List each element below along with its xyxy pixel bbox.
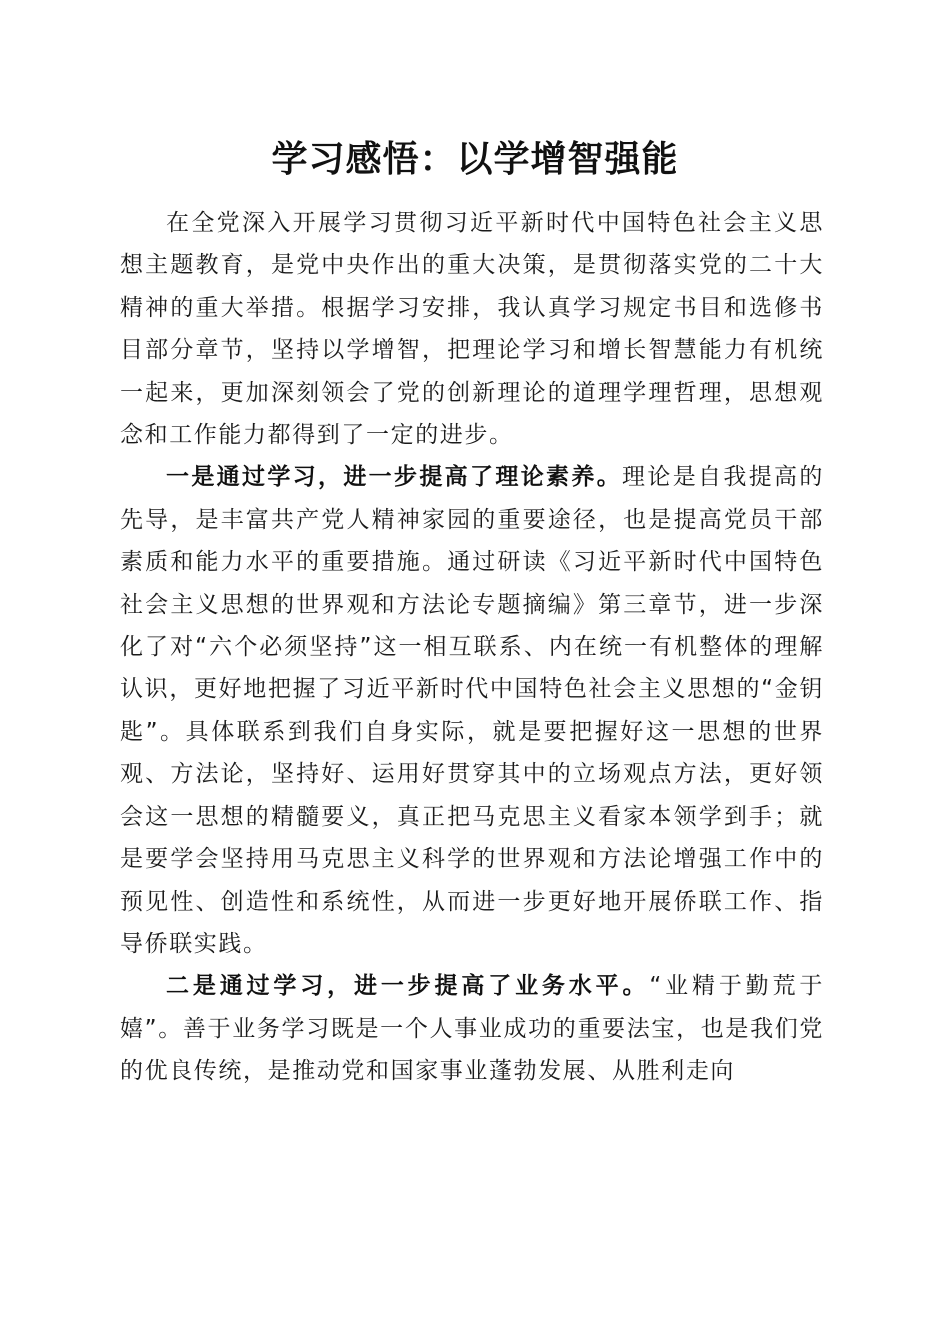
paragraph-text: “业精于勤荒于嬉”。善于业务学习既是一个人事业成功的重要法宝，也是我们党的优良传统，是推动党和国家事业蓬勃发展、从胜利走向	[120, 973, 824, 1085]
paragraph-lead: 二是通过学习，进一步提高了业务水平。	[166, 973, 650, 1000]
paragraph-intro	[120, 202, 824, 456]
paragraph-theory	[120, 456, 824, 965]
document-body	[120, 202, 824, 1093]
document-title: 学习感悟：以学增智强能	[271, 138, 679, 180]
paragraph-lead: 一是通过学习，进一步提高了理论素养。	[166, 464, 623, 491]
paragraph-text: 理论是自我提高的先导，是丰富共产党人精神家园的重要途径，也是提高党员干部素质和能力水平的重要措施。通过研读《习近平新时代中国特色社会主义思想的世界观和方法论专题摘编》第三章节，进一步深化了对“六个必须坚持”这一相互联系、内在统一有机整体的理解认识，更好地把握了习近平新时代中国特色社会主义思想的“金钥匙”。具体联系到我们自身实际，就是要把握好这一思想的世界观、方法论，坚持好、运用好贯穿其中的立场观点方法，更好领会这一思想的精髓要义，真正把马克思主义看家本领学到手；就是要学会坚持用马克思主义科学的世界观和方法论增强工作中的预见性、创造性和系统性，从而进一步更好地开展侨联工作、指导侨联实践。	[120, 464, 824, 957]
paragraph-text: 在全党深入开展学习贯彻习近平新时代中国特色社会主义思想主题教育，是党中央作出的重大决策，是贯彻落实党的二十大精神的重大举措。根据学习安排，我认真学习规定书目和选修书目部分章节，坚持以学增智，把理论学习和增长智慧能力有机统一起来，更加深刻领会了党的创新理论的道理学理哲理，思想观念和工作能力都得到了一定的进步。	[120, 210, 824, 449]
paragraph-business	[120, 965, 824, 1092]
